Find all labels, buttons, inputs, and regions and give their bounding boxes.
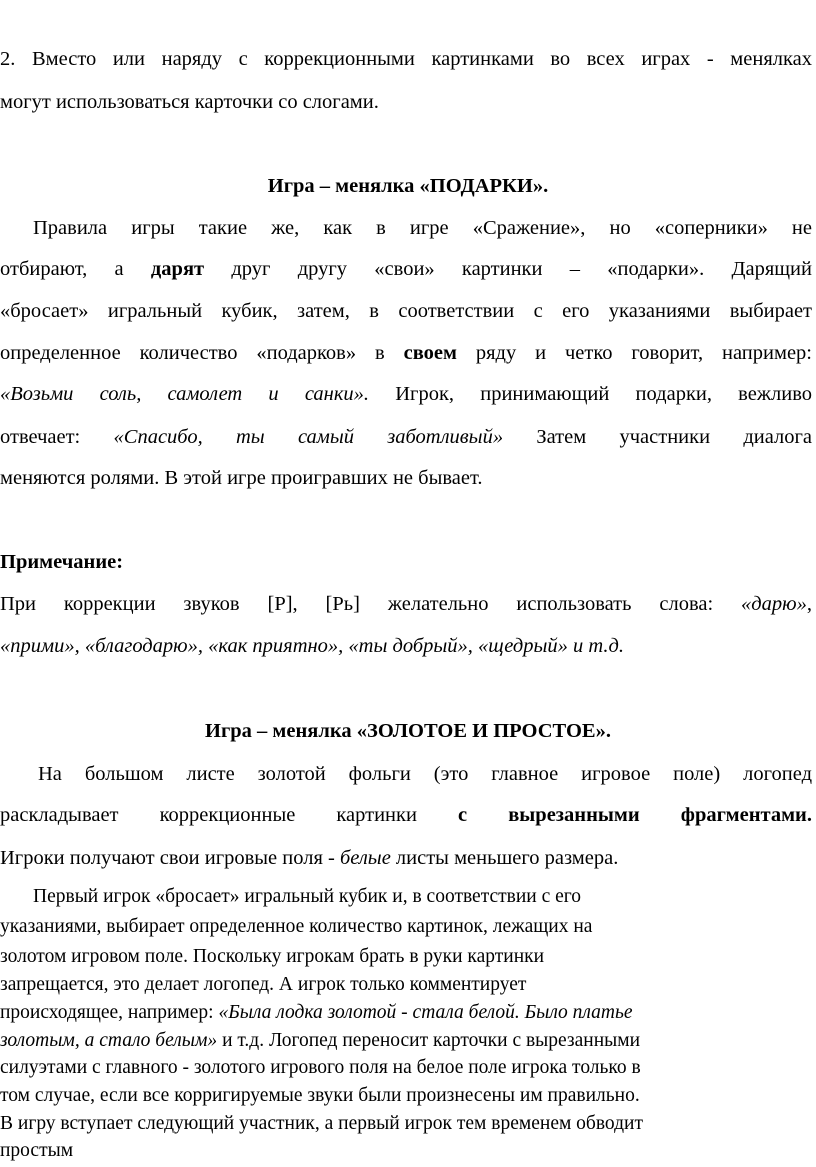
game-2-line-3: Игроки получают свои игровые поля - белые листы меньшего размера. bbox=[0, 847, 619, 869]
game-1-line-6: отвечает: «Спасибо, ты самый заботливый» Затем участники диалога bbox=[0, 426, 813, 448]
game-1-line-5: «Возьми соль, самолет и санки». Игрок, принимающий подарки, вежливо bbox=[0, 383, 812, 405]
game-2-p2-line-4: запрещается, это делает логопед. А игрок только комментирует bbox=[0, 974, 527, 995]
game-2-p2-line-2: указаниями, выбирает определенное количество картинок, лежащих на bbox=[0, 916, 593, 937]
game-2-p2-line-8: том случае, если все корригируемые звуки были произнесены им правильно. bbox=[0, 1085, 640, 1106]
game-2-p2-line-9: В игру вступает следующий участник, а первый игрок тем временем обводит bbox=[0, 1113, 643, 1134]
game-1-line-4: определенное количество «подарков» в своем ряду и четко говорит, например: bbox=[0, 342, 812, 364]
note-line-1: При коррекции звуков [Р], [Рь] желательно использовать слова: «дарю», bbox=[0, 593, 812, 615]
game-2-title: Игра – менялка «ЗОЛОТОЕ И ПРОСТОЕ». bbox=[205, 720, 611, 742]
item-2-line-1: 2. Вместо или наряду с коррекционными картинками во всех играх - менялках bbox=[0, 48, 812, 70]
game-2-p2-line-1: Первый игрок «бросает» игральный кубик и, в соответствии с его bbox=[33, 886, 582, 907]
game-1-title: Игра – менялка «ПОДАРКИ». bbox=[267, 175, 549, 197]
game-2-p2-line-5: происходящее, например: «Была лодка золотой - стала белой. Было платье bbox=[0, 1002, 633, 1023]
note-title: Примечание: bbox=[0, 551, 124, 573]
game-2-p2-line-7: силуэтами с главного - золотого игрового поля на белое поле игрока только в bbox=[0, 1057, 641, 1078]
game-1-line-1: Правила игры такие же, как в игре «Сражение», но «соперники» не bbox=[33, 217, 812, 239]
game-2-p2-line-10: простым bbox=[0, 1140, 74, 1161]
game-2-p2-line-6: золотым, а стало белым» и т.д. Логопед переносит карточки с вырезанными bbox=[0, 1030, 641, 1051]
game-2-line-1: На большом листе золотой фольги (это главное игровое поле) логопед bbox=[38, 763, 812, 785]
note-line-2: «прими», «благодарю», «как приятно», «ты добрый», «щедрый» и т.д. bbox=[0, 635, 625, 657]
game-1-line-7: меняются ролями. В этой игре проигравших не бывает. bbox=[0, 467, 483, 489]
item-2-line-2: могут использоваться карточки со слогами. bbox=[0, 91, 379, 113]
game-1-line-2: отбирают, а дарят друг другу «свои» картинки – «подарки». Дарящий bbox=[0, 258, 812, 280]
game-1-line-3: «бросает» игральный кубик, затем, в соответствии с его указаниями выбирает bbox=[0, 300, 812, 322]
game-2-line-2: раскладывает коррекционные картинки с вырезанными фрагментами. bbox=[0, 804, 812, 826]
game-2-p2-line-3: золотом игровом поле. Поскольку игрокам брать в руки картинки bbox=[0, 946, 545, 967]
